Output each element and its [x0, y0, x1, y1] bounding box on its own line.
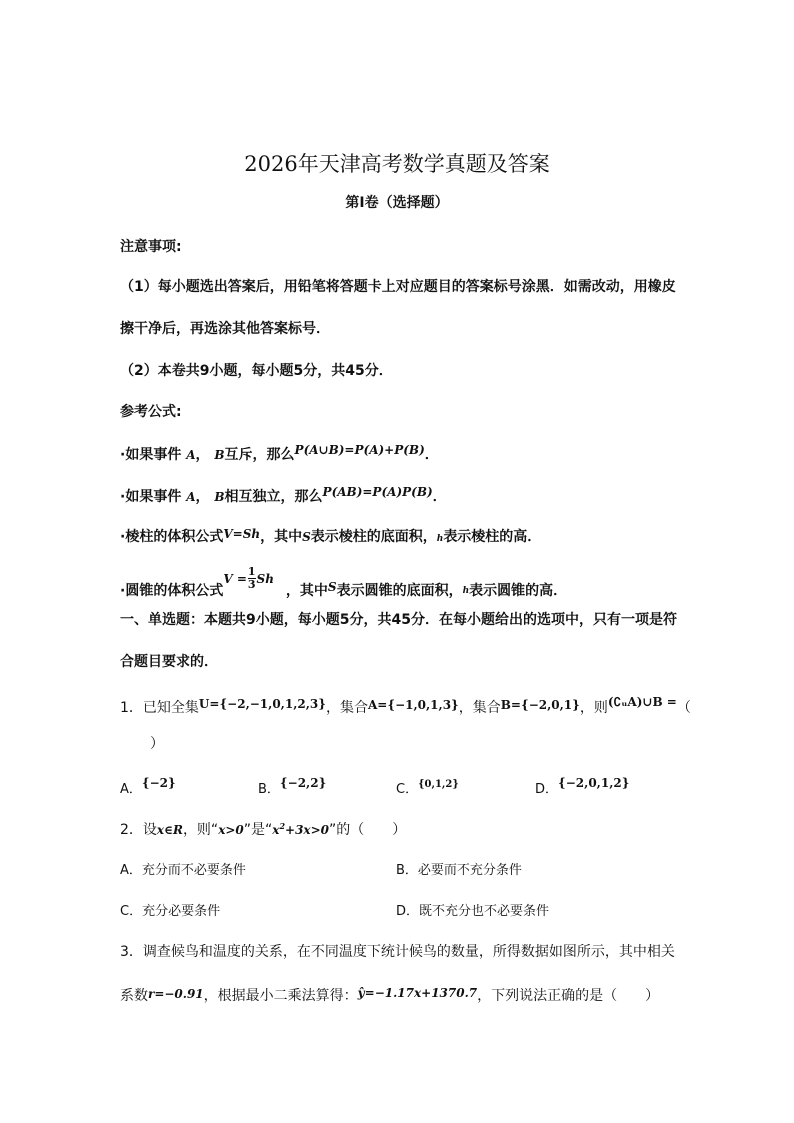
question-1-paren-close: ） [150, 736, 164, 752]
formula-text: ·棱柱的体积公式 [120, 529, 224, 545]
formula-cone-volume [120, 565, 568, 600]
question-text: ，下列说法正确的是（ ） [477, 988, 660, 1004]
option-label: B． [258, 782, 280, 797]
formula-mutually-exclusive [120, 444, 439, 464]
math-cone-volume-rhs: Sh [256, 571, 274, 586]
option-label: D． [535, 782, 559, 797]
question-text: 系数 [120, 988, 148, 1004]
formula-text: ，其中 [260, 529, 303, 545]
formula-text: 表示棱柱的底面积， [310, 529, 437, 545]
question-1-stem [120, 697, 691, 717]
formula-text: ·圆锥的体积公式 [120, 582, 224, 599]
question-text: 1．已知全集 [120, 700, 199, 716]
math-fraction-one-third [248, 566, 256, 591]
formula-text: ，其中 [285, 582, 328, 599]
formula-text: ． [432, 489, 447, 505]
option-value: 既不充分也不必要条件 [419, 904, 550, 919]
formula-text: 表示棱柱的高． [443, 529, 542, 545]
formula-text: 表示圆锥的底面积， [336, 582, 463, 599]
section-heading-line-2: 合题目要求的． [120, 654, 218, 670]
formula-text: ·如果事件 [120, 489, 182, 505]
option-value: {0,1,2} [418, 779, 459, 790]
question-text: 2．设 [120, 822, 157, 838]
option-value: 充分必要条件 [142, 904, 221, 919]
question-text: ，则 [579, 700, 608, 716]
question-2-option-d [396, 900, 549, 919]
math-prism-volume: V=Sh [223, 527, 261, 541]
option-value: 充分而不必要条件 [141, 863, 246, 878]
math-set-b: B={−2,0,1} [500, 698, 580, 712]
option-label: A． [120, 863, 142, 878]
notice-item-1-line-2: 擦干净后，再选涂其他答案标号． [120, 321, 330, 337]
question-2-option-a [120, 859, 246, 878]
formula-prism-volume [120, 526, 541, 546]
formula-text: 相互独立，那么 [224, 489, 323, 505]
section-heading-line-1: 一、单选题：本题共9小题，每小题5分，共45分．在每小题给出的选项中，只有一项是符 [120, 612, 677, 628]
question-text: （ [676, 700, 691, 716]
question-2-option-b [396, 859, 522, 878]
fraction-denominator: 3 [247, 578, 256, 591]
math-height-symbol: h [436, 534, 444, 544]
math-universal-set: U={−2,−1,0,1,2,3} [198, 697, 326, 711]
option-value: 必要而不充分条件 [417, 863, 522, 878]
question-text: ，则“ [182, 822, 219, 838]
math-product-probability: P(AB)=P(A)P(B) [322, 485, 433, 499]
formula-text: ， [195, 447, 210, 463]
option-label: C． [120, 904, 143, 919]
question-2-stem [120, 819, 406, 839]
formula-text: 表示圆锥的高． [469, 582, 568, 599]
question-3-stem-line-2 [120, 985, 659, 1005]
math-event-a: A [186, 490, 196, 504]
notice-heading: 注意事项: [120, 239, 182, 255]
math-part: x [272, 823, 280, 837]
math-x-in-r: x∈R [156, 823, 183, 837]
question-1-option-a [120, 778, 176, 797]
math-area-symbol: S [327, 579, 337, 594]
math-event-b: B [214, 490, 225, 504]
option-value: {−2,2} [279, 776, 327, 790]
question-text: ”的（ ） [328, 822, 407, 838]
page-subtitle: 第Ⅰ卷（选择题） [345, 195, 449, 211]
math-cone-volume-lhs: V = [223, 571, 247, 586]
math-regression-equation: ŷ=−1.17x+1370.7 [357, 986, 478, 1000]
option-label: C． [396, 782, 419, 797]
question-text: ，根据最小二乘法算得： [203, 988, 358, 1004]
formula-text: ， [195, 489, 210, 505]
fraction-numerator: 1 [247, 565, 256, 578]
math-condition-1: x>0 [218, 823, 244, 837]
option-label: D． [396, 904, 420, 919]
math-area-symbol: S [302, 530, 311, 544]
page-title: 2026年天津高考数学真题及答案 [244, 152, 550, 176]
question-text: ，集合 [458, 700, 501, 716]
notice-item-2: （2）本卷共9小题，每小题5分，共45分． [120, 363, 393, 379]
question-1-option-c [396, 778, 459, 797]
notice-item-1-line-1: （1）每小题选出答案后，用铅笔将答题卡上对应题目的答案标号涂黑．如需改动，用橡皮 [120, 279, 676, 295]
question-1-option-b [258, 778, 326, 797]
formulas-heading: 参考公式: [120, 404, 182, 420]
math-event-a: A [186, 448, 196, 462]
option-value: {−2,0,1,2} [558, 776, 630, 790]
option-label: A． [120, 782, 142, 797]
option-label: B． [396, 863, 418, 878]
math-height-symbol: h [462, 585, 470, 596]
math-union-probability: P(A∪B)=P(A)+P(B) [294, 443, 425, 457]
question-1-option-d [535, 778, 629, 797]
question-text: ”是“ [243, 822, 273, 838]
math-complement-union: (∁ᵤA)∪B = [607, 695, 677, 709]
math-part: +3x>0 [285, 823, 329, 837]
formula-text: ． [424, 447, 439, 463]
math-event-b: B [214, 448, 225, 462]
math-exponent: 2 [279, 821, 286, 831]
math-correlation-coefficient: r=−0.91 [148, 987, 204, 1001]
formula-independent [120, 486, 447, 506]
question-3-stem-line-1: 3．调查候鸟和温度的关系，在不同温度下统计候鸟的数量，所得数据如图所示，其中相关 [120, 944, 675, 960]
question-2-option-c [120, 900, 220, 919]
formula-text: 互斥，那么 [224, 447, 295, 463]
formula-text: ·如果事件 [120, 447, 182, 463]
math-set-a: A={−1,0,1,3} [367, 698, 459, 712]
question-text: ，集合 [325, 700, 368, 716]
math-condition-2 [272, 823, 329, 837]
option-value: {−2} [141, 776, 176, 790]
